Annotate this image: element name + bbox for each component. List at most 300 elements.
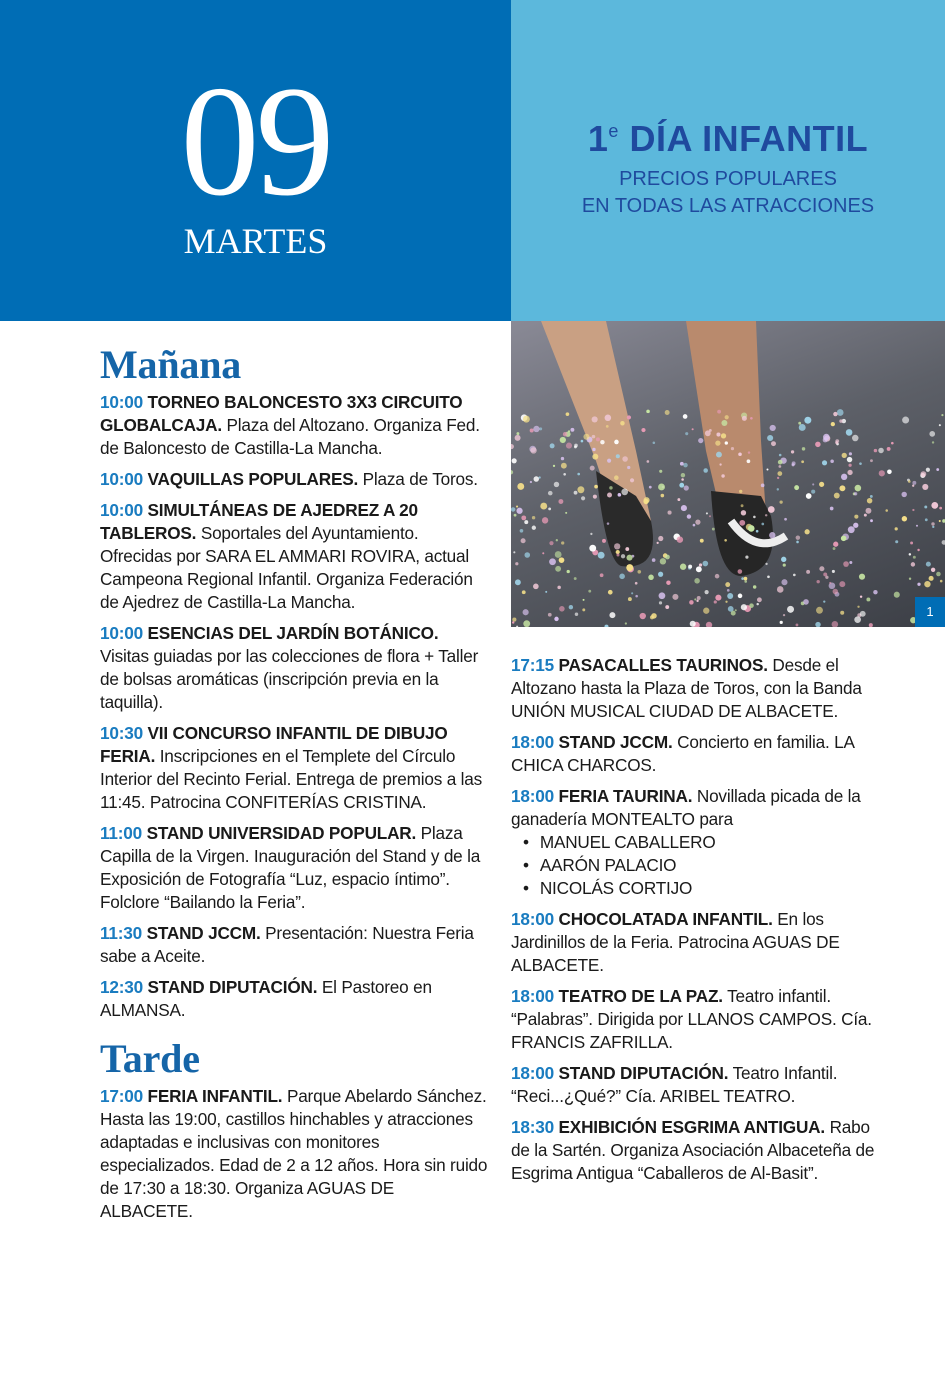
- confetti-piece: [819, 566, 824, 571]
- right-column: [511, 654, 891, 1193]
- confetti-piece: [681, 505, 687, 511]
- confetti-piece: [761, 523, 764, 526]
- confetti-piece: [936, 572, 941, 577]
- confetti-piece: [621, 554, 625, 558]
- confetti-piece: [753, 585, 756, 588]
- confetti-piece: [609, 612, 615, 618]
- confetti-piece: [796, 624, 799, 627]
- confetti-piece: [717, 410, 721, 414]
- event-item: [511, 731, 891, 777]
- confetti-piece: [848, 464, 851, 467]
- confetti-piece: [592, 416, 598, 422]
- confetti-piece: [901, 492, 906, 497]
- event-item: [100, 391, 490, 460]
- confetti-piece: [647, 460, 650, 463]
- confetti-piece: [715, 441, 720, 446]
- event-time: 17:00: [100, 1086, 143, 1106]
- event-time: 10:30: [100, 723, 143, 743]
- confetti-piece: [857, 606, 859, 608]
- confetti-piece: [687, 514, 691, 518]
- confetti-piece: [574, 444, 578, 448]
- confetti-piece: [592, 454, 598, 460]
- confetti-piece: [932, 441, 934, 443]
- confetti-piece: [771, 441, 776, 446]
- confetti-piece: [556, 539, 558, 541]
- confetti-piece: [887, 469, 892, 474]
- confetti-piece: [630, 478, 634, 482]
- confetti-piece: [554, 482, 559, 487]
- confetti-piece: [558, 499, 563, 504]
- confetti-piece: [555, 566, 561, 572]
- confetti-piece: [523, 609, 529, 615]
- confetti-piece: [725, 415, 729, 419]
- confetti-piece: [512, 458, 517, 463]
- confetti-piece: [548, 507, 551, 510]
- confetti-piece: [561, 463, 567, 469]
- confetti-piece: [796, 535, 800, 539]
- confetti-piece: [750, 417, 753, 420]
- confetti-piece: [936, 468, 939, 471]
- confetti-piece: [523, 416, 530, 423]
- confetti-piece: [631, 592, 633, 594]
- event-description: Plaza Capilla de la Virgen. Inauguración del Stand y de la Exposición de Fotografía “Luz, espacio íntimo”. Folclore “Bailando la Feria”.: [100, 823, 481, 912]
- confetti-piece: [779, 501, 782, 504]
- event-item: [100, 976, 490, 1022]
- event-item: [100, 1085, 490, 1223]
- day-number: 09: [180, 54, 331, 229]
- confetti-piece: [841, 474, 847, 480]
- confetti-piece: [658, 572, 663, 577]
- event-item: [511, 654, 891, 723]
- confetti-piece: [665, 555, 670, 560]
- confetti-piece: [777, 477, 779, 479]
- event-description: Soportales del Ayuntamiento. Ofrecidas por SARA EL AMMARI ROVIRA, actual Campeona Regional Infantil. Organiza Federación de Ajedrez de Castilla-La Mancha.: [100, 523, 473, 612]
- confetti-piece: [778, 460, 783, 465]
- confetti-piece: [515, 562, 518, 565]
- confetti-piece: [648, 575, 654, 581]
- confetti-piece: [657, 542, 659, 544]
- confetti-piece: [849, 452, 852, 455]
- confetti-piece: [550, 443, 555, 448]
- confetti-piece: [692, 428, 694, 430]
- event-time: 11:00: [100, 823, 143, 843]
- confetti-piece: [728, 606, 734, 612]
- confetti-piece: [738, 594, 743, 599]
- confetti-piece: [679, 483, 684, 488]
- event-time: 10:00: [100, 469, 143, 489]
- confetti-piece: [931, 502, 938, 509]
- confetti-piece: [770, 425, 776, 431]
- confetti-piece: [574, 491, 578, 495]
- confetti-piece: [700, 539, 704, 543]
- confetti-piece: [744, 577, 748, 581]
- event-title: PASACALLES TAURINOS.: [558, 655, 768, 675]
- performer-item: • NICOLÁS CORTIJO: [523, 877, 891, 900]
- confetti-piece: [761, 483, 765, 487]
- confetti-piece: [787, 606, 794, 613]
- confetti-piece: [549, 541, 553, 545]
- confetti-piece: [887, 447, 891, 451]
- confetti-piece: [563, 432, 567, 436]
- event-title: TORNEO BALONCESTO 3X3 CIRCUITO GLOBALCAJA.: [100, 392, 463, 435]
- confetti-piece: [589, 545, 596, 552]
- confetti-piece: [765, 514, 767, 516]
- confetti-piece: [522, 590, 526, 594]
- performer-item: • MANUEL CABALLERO: [523, 831, 891, 854]
- event-title: CHOCOLATADA INFANTIL.: [558, 909, 773, 929]
- event-title: TEATRO DE LA PAZ.: [558, 986, 723, 1006]
- confetti-piece: [716, 452, 722, 458]
- event-description: El Pastoreo en ALMANSA.: [100, 977, 432, 1020]
- confetti-piece: [703, 468, 708, 473]
- confetti-piece: [684, 485, 689, 490]
- confetti-piece: [804, 417, 811, 424]
- confetti-piece: [847, 457, 852, 462]
- confetti-piece: [582, 608, 585, 611]
- event-item: [100, 468, 490, 491]
- confetti-piece: [653, 441, 656, 444]
- confetti-piece: [912, 481, 916, 485]
- event-time: 10:00: [100, 623, 143, 643]
- confetti-piece: [689, 600, 693, 604]
- confetti-piece: [756, 530, 759, 533]
- confetti-piece: [815, 442, 820, 447]
- confetti-piece: [672, 594, 678, 600]
- confetti-piece: [659, 470, 662, 473]
- confetti-piece: [577, 473, 580, 476]
- event-item: [511, 908, 891, 977]
- confetti-piece: [784, 518, 787, 521]
- confetti-piece: [747, 459, 751, 463]
- event-item: [511, 785, 891, 900]
- event-title: FERIA INFANTIL.: [147, 1086, 283, 1106]
- confetti-piece: [767, 575, 770, 578]
- confetti-piece: [830, 507, 834, 511]
- confetti-piece: [532, 526, 536, 530]
- event-title: VII CONCURSO INFANTIL DE DIBUJO FERIA.: [100, 723, 448, 766]
- confetti-piece: [706, 622, 712, 627]
- confetti-piece: [716, 433, 720, 437]
- confetti-piece: [581, 496, 585, 500]
- confetti-piece: [514, 514, 517, 517]
- confetti-piece: [649, 486, 652, 489]
- confetti-piece: [866, 508, 872, 514]
- confetti-piece: [777, 586, 784, 593]
- confetti-piece: [721, 433, 726, 438]
- confetti-piece: [696, 600, 698, 602]
- confetti-piece: [843, 561, 849, 567]
- confetti-piece: [866, 597, 870, 601]
- confetti-piece: [823, 572, 827, 576]
- event-title: VAQUILLAS POPULARES.: [147, 469, 359, 489]
- confetti-piece: [879, 470, 885, 476]
- confetti-piece: [677, 536, 684, 543]
- confetti-piece: [909, 578, 911, 580]
- confetti-piece: [566, 443, 572, 449]
- confetti-piece: [805, 529, 810, 534]
- confetti-piece: [929, 431, 935, 437]
- event-title: STAND JCCM.: [146, 923, 261, 943]
- confetti-piece: [596, 437, 600, 441]
- confetti-piece: [574, 577, 577, 580]
- event-time: 10:00: [100, 392, 143, 412]
- confetti-piece: [806, 570, 810, 574]
- confetti-piece: [677, 498, 680, 501]
- confetti-piece: [912, 509, 914, 511]
- confetti-piece: [626, 555, 632, 561]
- event-time: 17:15: [511, 655, 554, 675]
- confetti-piece: [802, 447, 805, 450]
- confetti-piece: [561, 541, 564, 544]
- confetti-piece: [530, 481, 532, 483]
- confetti-piece: [598, 552, 605, 559]
- event-time: 18:00: [511, 909, 554, 929]
- event-title: ESENCIAS DEL JARDÍN BOTÁNICO.: [147, 623, 439, 643]
- confetti-piece: [832, 621, 839, 627]
- confetti-piece: [712, 528, 715, 531]
- event-title: STAND JCCM.: [558, 732, 673, 752]
- confetti-piece: [860, 595, 862, 597]
- confetti-piece: [608, 590, 613, 595]
- event-item: [100, 822, 490, 914]
- confetti-piece: [592, 448, 595, 451]
- confetti-piece: [548, 491, 553, 496]
- event-description: Plaza de Toros.: [362, 469, 478, 489]
- confetti-piece: [690, 621, 696, 627]
- page-number: 1: [915, 597, 945, 627]
- confetti-piece: [895, 527, 898, 530]
- confetti-piece: [748, 451, 750, 453]
- confetti-piece: [515, 435, 521, 441]
- confetti-piece: [742, 416, 747, 421]
- confetti-piece: [696, 566, 702, 572]
- confetti-piece: [567, 570, 570, 573]
- confetti-piece: [847, 470, 852, 475]
- confetti-piece: [867, 498, 872, 503]
- confetti-piece: [513, 551, 515, 553]
- confetti-piece: [739, 490, 742, 493]
- confetti-piece: [738, 452, 742, 456]
- confetti-piece: [779, 465, 782, 468]
- confetti-piece: [620, 421, 624, 425]
- performer-list: [523, 831, 891, 900]
- confetti-piece: [911, 562, 915, 566]
- confetti-piece: [680, 462, 684, 466]
- confetti-piece: [781, 579, 787, 585]
- confetti-piece: [831, 422, 835, 426]
- confetti-piece: [792, 461, 796, 465]
- confetti-piece: [659, 601, 662, 604]
- confetti-piece: [548, 613, 552, 617]
- confetti-piece: [823, 600, 825, 602]
- confetti-piece: [902, 417, 909, 424]
- confetti-piece: [590, 466, 595, 471]
- confetti-piece: [560, 437, 566, 443]
- confetti-piece: [894, 592, 900, 598]
- confetti-piece: [870, 519, 873, 522]
- confetti-piece: [590, 533, 592, 535]
- confetti-piece: [869, 623, 873, 627]
- confetti-piece: [848, 526, 855, 533]
- confetti-piece: [796, 541, 799, 544]
- confetti-piece: [542, 552, 544, 554]
- confetti-piece: [738, 569, 743, 574]
- confetti-piece: [842, 453, 847, 458]
- event-item: [511, 1116, 891, 1185]
- event-item: [100, 622, 490, 714]
- confetti-piece: [781, 557, 786, 562]
- confetti-piece: [534, 476, 539, 481]
- confetti-piece: [741, 510, 746, 515]
- confetti-piece: [581, 440, 584, 443]
- confetti-piece: [727, 589, 730, 592]
- confetti-piece: [725, 441, 728, 444]
- confetti-piece: [837, 409, 844, 416]
- event-time: 18:30: [511, 1117, 554, 1137]
- event-description: Parque Abelardo Sánchez. Hasta las 19:00, castillos hinchables y atracciones adaptadas e inclusivas con monitores especializados. Edad de 2 a 12 años. Hora sin ruido de 17:30 a 18:30. Organiza AGUAS DE ALBACETE.: [100, 1086, 488, 1221]
- event-item: [511, 1062, 891, 1108]
- confetti-piece: [801, 460, 804, 463]
- confetti-piece: [658, 484, 665, 491]
- confetti-piece: [661, 494, 665, 498]
- confetti-piece: [834, 493, 840, 499]
- event-title: STAND DIPUTACIÓN.: [147, 977, 318, 997]
- confetti-piece: [530, 428, 534, 432]
- confetti-piece: [806, 493, 812, 499]
- confetti-piece: [839, 581, 845, 587]
- confetti-piece: [694, 598, 696, 600]
- confetti-piece: [533, 584, 539, 590]
- confetti-piece: [922, 484, 928, 490]
- confetti-piece: [854, 616, 861, 623]
- confetti-piece: [681, 473, 685, 477]
- confetti-piece: [665, 410, 670, 415]
- confetti-piece: [741, 577, 744, 580]
- confetti-piece: [745, 556, 748, 559]
- confetti-piece: [604, 625, 608, 627]
- confetti-piece: [651, 613, 657, 619]
- confetti-piece: [627, 415, 631, 419]
- confetti-piece: [777, 488, 779, 490]
- confetti-piece: [840, 611, 844, 615]
- confetti-piece: [925, 518, 928, 521]
- confetti-piece: [628, 597, 632, 601]
- confetti-piece: [683, 414, 688, 419]
- confetti-piece: [727, 593, 733, 599]
- confetti-piece: [819, 482, 824, 487]
- confetti-piece: [637, 570, 641, 574]
- confetti-piece: [753, 516, 756, 519]
- confetti-piece: [942, 540, 945, 545]
- confetti-piece: [741, 604, 747, 610]
- confetti-piece: [640, 613, 646, 619]
- event-description: Visitas guiadas por las colecciones de flora + Taller de bolsas aromáticas (inscripción previa en la taquilla).: [100, 646, 479, 712]
- confetti-piece: [699, 563, 702, 566]
- confetti-piece: [833, 547, 836, 550]
- confetti-piece: [607, 459, 611, 463]
- confetti-piece: [627, 466, 630, 469]
- event-title: FERIA TAURINA.: [558, 786, 693, 806]
- confetti-piece: [714, 600, 717, 603]
- confetti-piece: [665, 605, 669, 609]
- confetti-piece: [833, 412, 837, 416]
- confetti-piece: [735, 609, 737, 611]
- confetti-piece: [557, 586, 561, 590]
- left-column: [100, 342, 490, 1231]
- confetti-piece: [559, 557, 565, 563]
- confetti-piece: [854, 515, 858, 519]
- confetti-piece: [924, 505, 927, 508]
- confetti-piece: [588, 590, 591, 593]
- confetti-piece: [917, 549, 919, 551]
- confetti-piece: [542, 517, 548, 523]
- confetti-piece: [593, 495, 597, 499]
- confetti-piece: [823, 434, 830, 441]
- confetti-piece: [575, 613, 578, 616]
- confetti-piece: [833, 589, 838, 594]
- confetti-piece: [685, 432, 688, 435]
- confetti-piece: [794, 485, 799, 490]
- confetti-piece: [756, 603, 758, 605]
- confetti-piece: [668, 511, 672, 515]
- confetti-piece: [554, 617, 558, 621]
- confetti-piece: [873, 590, 877, 594]
- confetti-piece: [833, 542, 838, 547]
- event-item: [100, 722, 490, 814]
- confetti-piece: [913, 556, 916, 559]
- confetti-piece: [553, 465, 555, 467]
- event-description: Teatro Infantil. “Reci...¿Qué?” Cía. ARIBEL TEATRO.: [511, 1063, 838, 1106]
- confetti-piece: [652, 558, 656, 562]
- confetti-piece: [767, 435, 773, 441]
- confetti-piece: [852, 435, 858, 441]
- confetti-piece: [607, 493, 612, 498]
- confetti-piece: [614, 440, 619, 445]
- confetti-piece: [570, 428, 574, 432]
- confetti-piece: [545, 591, 547, 593]
- confetti-piece: [532, 516, 535, 519]
- event-time: 12:30: [100, 977, 143, 997]
- confetti-piece: [744, 580, 747, 583]
- confetti-piece: [860, 611, 866, 617]
- confetti-piece: [703, 561, 709, 567]
- confetti-piece: [793, 574, 796, 577]
- confetti-piece: [646, 410, 650, 414]
- section-heading-afternoon: Tarde: [100, 1036, 200, 1081]
- confetti-piece: [939, 507, 942, 510]
- confetti-piece: [777, 471, 782, 476]
- confetti-piece: [709, 429, 712, 432]
- performer-item: • AARÓN PALACIO: [523, 854, 891, 877]
- event-item: [100, 922, 490, 968]
- confetti-piece: [870, 495, 873, 498]
- confetti-piece: [765, 563, 767, 565]
- event-time: 18:00: [511, 1063, 554, 1083]
- confetti-piece: [816, 580, 819, 583]
- confetti-piece: [799, 424, 806, 431]
- confetti-piece: [616, 553, 619, 556]
- confetti-piece: [859, 574, 865, 580]
- confetti-piece: [715, 574, 720, 579]
- confetti-piece: [614, 543, 620, 549]
- confetti-piece: [748, 525, 755, 532]
- confetti-piece: [697, 596, 701, 600]
- event-title: EXHIBICIÓN ESGRIMA ANTIGUA.: [558, 1117, 825, 1137]
- event-description: Inscripciones en el Templete del Círculo Interior del Recinto Ferial. Entrega de premios a las 11:45. Patrocina CONFITERÍAS CRISTINA.: [100, 746, 483, 812]
- confetti-piece: [874, 449, 877, 452]
- event-time: 18:00: [511, 732, 554, 752]
- confetti-piece: [870, 459, 873, 462]
